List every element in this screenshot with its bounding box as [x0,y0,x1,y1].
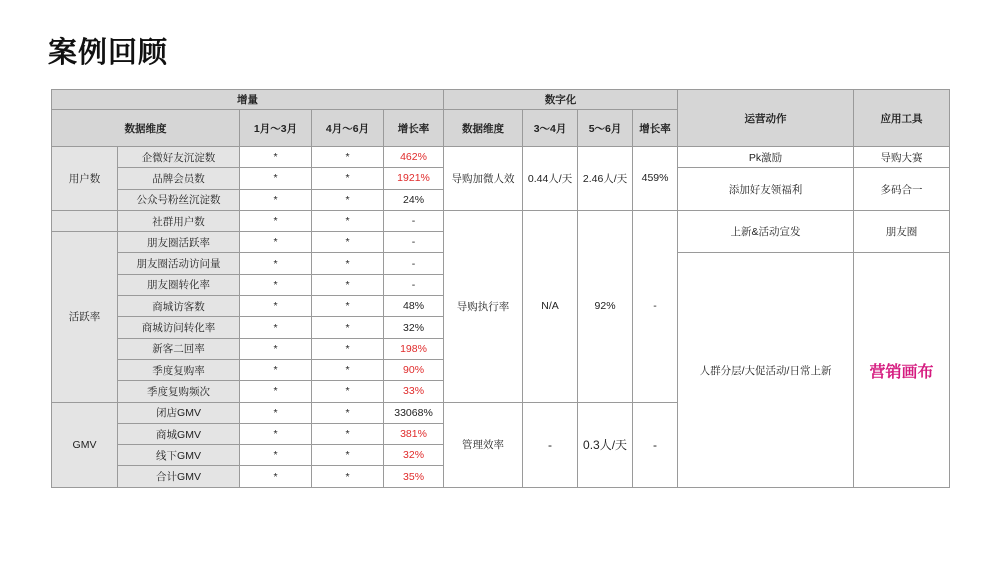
metric-cell: 闭店GMV [118,402,240,423]
value-cell: * [312,402,384,423]
digital-dimension-cell: 导购加微人效 [444,147,523,211]
app-tool-cell: 营销画布 [854,253,950,487]
metric-cell: 社群用户数 [118,210,240,231]
value-cell: * [312,359,384,380]
header-increment: 增量 [52,90,444,110]
app-tool-cell: 朋友圈 [854,210,950,253]
value-cell: * [240,466,312,487]
growth-cell: - [384,253,444,274]
header-app-tool: 应用工具 [854,90,950,147]
ops-action-cell: Pk激励 [678,147,854,168]
value-cell: * [240,147,312,168]
metric-cell: 商城访客数 [118,296,240,317]
value-cell: * [312,381,384,402]
group-users: 用户数 [52,147,118,211]
metric-cell: 商城GMV [118,423,240,444]
value-cell: * [240,253,312,274]
growth-cell: - [384,232,444,253]
header-digital-dimension: 数据维度 [444,110,523,147]
app-tool-cell: 导购大赛 [854,147,950,168]
growth-cell: 48% [384,296,444,317]
header-digital-growth: 增长率 [633,110,678,147]
growth-cell: 90% [384,359,444,380]
ops-action-cell: 添加好友领福利 [678,168,854,211]
group-gmv: GMV [52,402,118,487]
growth-cell: 462% [384,147,444,168]
header-growth: 增长率 [384,110,444,147]
header-ops-action: 运营动作 [678,90,854,147]
value-cell: * [240,232,312,253]
header-m1-3: 1月～3月 [240,110,312,147]
digital-m3-4-cell: - [523,402,578,487]
digital-m5-6-cell: 2.46人/天 [578,147,633,211]
digital-growth-cell: - [633,210,678,402]
value-cell: * [240,274,312,295]
value-cell: * [312,189,384,210]
header-m4-6: 4月～6月 [312,110,384,147]
metric-cell: 品牌会员数 [118,168,240,189]
growth-cell: - [384,210,444,231]
digital-dimension-cell: 导购执行率 [444,210,523,402]
growth-cell: 32% [384,445,444,466]
value-cell: * [240,359,312,380]
app-tool-cell: 多码合一 [854,168,950,211]
metric-cell: 朋友圈活动访问量 [118,253,240,274]
value-cell: * [240,381,312,402]
metric-cell: 朋友圈活跃率 [118,232,240,253]
value-cell: * [312,210,384,231]
group-blank [52,210,118,231]
value-cell: * [240,168,312,189]
value-cell: * [312,232,384,253]
digital-growth-cell: - [633,402,678,487]
page-title: 案例回顾 [48,37,169,69]
header-digital: 数字化 [444,90,678,110]
metric-cell: 季度复购率 [118,359,240,380]
value-cell: * [240,189,312,210]
digital-m3-4-cell: N/A [523,210,578,402]
table-row [52,210,950,231]
value-cell: * [312,147,384,168]
value-cell: * [240,423,312,444]
value-cell: * [312,168,384,189]
value-cell: * [240,338,312,359]
value-cell: * [312,338,384,359]
growth-cell: - [384,274,444,295]
value-cell: * [312,317,384,338]
growth-cell: 33068% [384,402,444,423]
ops-action-cell: 人群分层/大促活动/日常上新 [678,253,854,487]
value-cell: * [312,274,384,295]
digital-m3-4-cell: 0.44人/天 [523,147,578,211]
digital-dimension-cell: 管理效率 [444,402,523,487]
metric-cell: 线下GMV [118,445,240,466]
growth-cell: 24% [384,189,444,210]
metric-cell: 合计GMV [118,466,240,487]
metric-cell: 公众号粉丝沉淀数 [118,189,240,210]
header-m3-4: 3～4月 [523,110,578,147]
metric-cell: 季度复购频次 [118,381,240,402]
growth-cell: 32% [384,317,444,338]
value-cell: * [312,296,384,317]
value-cell: * [240,445,312,466]
value-cell: * [240,296,312,317]
value-cell: * [240,402,312,423]
digital-m5-6-cell: 92% [578,210,633,402]
value-cell: * [312,445,384,466]
growth-cell: 198% [384,338,444,359]
value-cell: * [240,210,312,231]
metric-cell: 商城访问转化率 [118,317,240,338]
metric-cell: 朋友圈转化率 [118,274,240,295]
table-row [52,147,950,168]
value-cell: * [312,423,384,444]
ops-action-cell: 上新&活动宣发 [678,210,854,253]
digital-growth-cell: 459% [633,147,678,211]
growth-cell: 381% [384,423,444,444]
value-cell: * [240,317,312,338]
header-m5-6: 5～6月 [578,110,633,147]
metric-cell: 新客二回率 [118,338,240,359]
header-dimension: 数据维度 [52,110,240,147]
growth-cell: 33% [384,381,444,402]
case-review-table [51,89,950,488]
value-cell: * [312,466,384,487]
digital-m5-6-cell: 0.3人/天 [578,402,633,487]
group-active: 活跃率 [52,232,118,402]
growth-cell: 35% [384,466,444,487]
metric-cell: 企微好友沉淀数 [118,147,240,168]
value-cell: * [312,253,384,274]
growth-cell: 1921% [384,168,444,189]
